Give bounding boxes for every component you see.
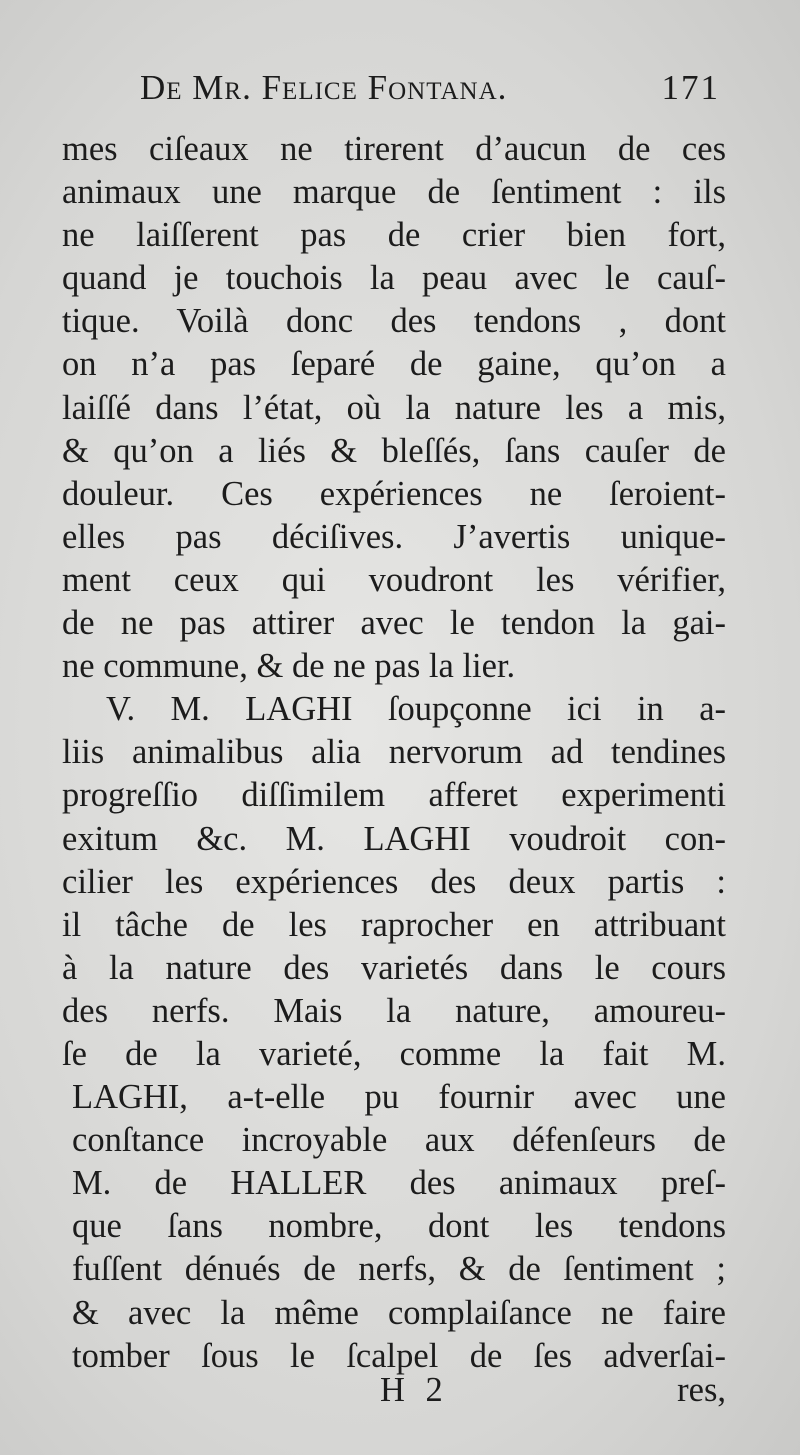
text-line: liis animalibus alia nervorum ad tendines (62, 733, 726, 772)
text-line: mes ciſeaux ne tirerent d’aucun de ces (62, 130, 726, 168)
text-line: progreſſio diſſimilem afferet experimenti (62, 776, 726, 815)
text-line: animaux une marque de ſentiment : ils (62, 173, 726, 212)
text-line: quand je touchois la peau avec le cauſ- (62, 259, 726, 298)
page-number: 171 (661, 68, 720, 107)
text-line: des nerfs. Mais la nature, amoureu- (62, 991, 726, 1030)
body-text (62, 128, 726, 1378)
text-line: ne laiſſerent pas de crier bien fort, (62, 216, 726, 255)
text-line: & avec la même complaiſance ne faire (72, 1293, 726, 1332)
text-line: elles pas déciſives. J’avertis unique- (62, 517, 726, 556)
running-head (140, 68, 720, 118)
text-line: LAGHI, a-t-elle pu fournir avec une (72, 1078, 726, 1117)
text-line: & qu’on a liés & bleſſés, ſans cauſer de (62, 431, 726, 470)
text-line: on n’a pas ſeparé de gaine, qu’on a (62, 345, 726, 384)
page-footer (62, 1371, 726, 1415)
text-line: tomber ſous le ſcalpel de ſes adverſai- (72, 1336, 726, 1375)
text-line: ne commune, & de ne pas la lier. (62, 647, 516, 686)
text-line: M. de HALLER des animaux preſ- (72, 1164, 726, 1203)
signature-mark: H 2 (380, 1371, 449, 1409)
text-line: exitum &c. M. LAGHI voudroit con- (62, 819, 726, 858)
text-line: laiſſé dans l’état, où la nature les a mis, (62, 388, 726, 427)
text-line: conſtance incroyable aux défenſeurs de (72, 1121, 726, 1160)
text-line: ſe de la varieté, comme la fait M. (62, 1034, 726, 1073)
text-line: tique. Voilà donc des tendons , dont (62, 302, 726, 341)
text-line: ment ceux qui voudront les vérifier, (62, 560, 726, 599)
catchword: res, (677, 1371, 726, 1409)
running-title: De Mr. Felice Fontana. (140, 68, 508, 107)
text-line: douleur. Ces expériences ne ſeroient- (62, 474, 726, 513)
text-line: de ne pas attirer avec le tendon la gai- (62, 604, 726, 643)
text-line: que ſans nombre, dont les tendons (72, 1207, 726, 1246)
text-line: cilier les expériences des deux partis : (62, 862, 726, 901)
text-line: V. M. LAGHI ſoupçonne ici in a- (106, 690, 726, 729)
text-line: fuſſent dénués de nerfs, & de ſentiment ; (72, 1250, 726, 1289)
text-line: à la nature des varietés dans le cours (62, 948, 726, 987)
text-line: il tâche de les raprocher en attribuant (62, 905, 726, 944)
